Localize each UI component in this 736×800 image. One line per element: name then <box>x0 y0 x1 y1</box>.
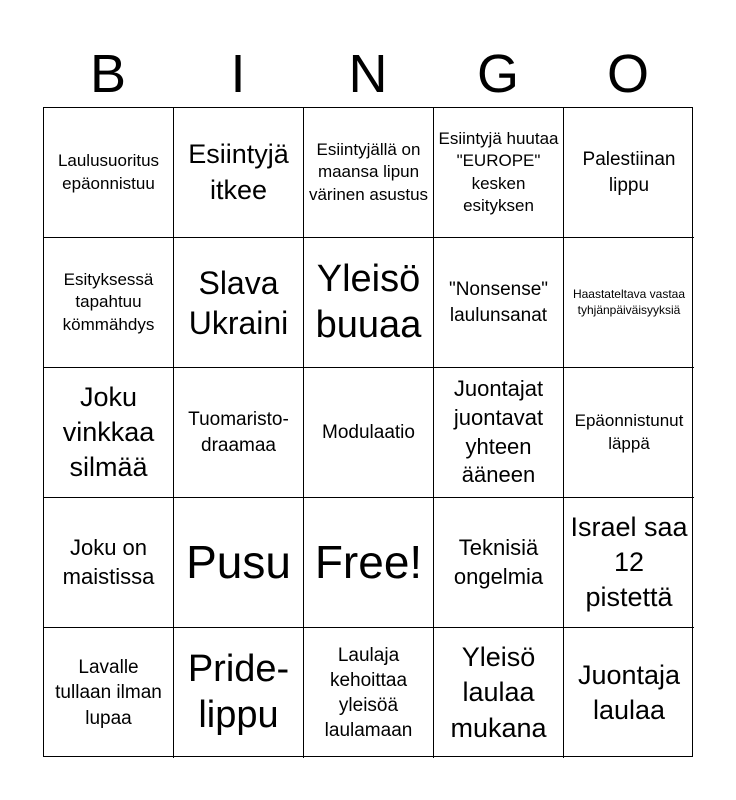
bingo-cell[interactable] <box>434 238 564 368</box>
header-letter-g: G <box>476 44 519 104</box>
bingo-cell[interactable] <box>304 498 434 628</box>
bingo-cell[interactable] <box>434 498 564 628</box>
bingo-cell[interactable] <box>44 628 174 758</box>
cell-text: Lavalle tullaan ilman lupaa <box>55 657 162 729</box>
bingo-cell[interactable] <box>434 628 564 758</box>
cell-text: Joku on maistissa <box>62 534 155 589</box>
cell-text: Free! <box>314 536 423 589</box>
cell-text: Modulaatio <box>322 421 415 443</box>
cell-text: Palestiinan lippu <box>582 149 676 196</box>
cell-text: Tuomaristo-draamaa <box>188 409 289 456</box>
cell-text: Laulusuoritus epäonnistuu <box>57 151 160 193</box>
bingo-cell[interactable] <box>44 368 174 498</box>
cell-text: Esiintyjä itkee <box>188 139 289 205</box>
cell-text: Esiintyjä huutaa "EUROPE" kesken esityksen <box>438 129 559 215</box>
bingo-cell[interactable] <box>44 238 174 368</box>
bingo-cell[interactable] <box>44 498 174 628</box>
cell-text: Israel saa 12 pistettä <box>570 511 688 613</box>
bingo-cell[interactable] <box>304 368 434 498</box>
bingo-cell[interactable] <box>564 238 694 368</box>
cell-text: Joku vinkkaa silmää <box>62 381 155 483</box>
bingo-cell[interactable] <box>434 108 564 238</box>
header-letter-i: I <box>230 44 246 104</box>
cell-text: "Nonsense" laulunsanat <box>448 279 549 326</box>
cell-text: Yleisö laulaa mukana <box>450 642 547 743</box>
bingo-board <box>43 107 693 757</box>
bingo-cell[interactable] <box>174 498 304 628</box>
bingo-header <box>43 40 693 108</box>
bingo-cell[interactable] <box>304 238 434 368</box>
header-letter-o: O <box>606 44 649 104</box>
cell-text: Slava Ukraini <box>188 264 289 341</box>
bingo-cell[interactable] <box>174 238 304 368</box>
bingo-cell[interactable] <box>434 368 564 498</box>
cell-text: Pusu <box>186 536 291 589</box>
cell-text: Laulaja kehoittaa yleisöä laulamaan <box>324 644 413 742</box>
bingo-cell[interactable] <box>564 108 694 238</box>
cell-text: Juontajat juontavat yhteen ääneen <box>453 376 544 488</box>
cell-text: Yleisö buuaa <box>315 257 422 346</box>
cell-text: Haastateltava vastaa tyhjänpäiväisyyksiä <box>572 286 686 317</box>
bingo-cell[interactable] <box>174 108 304 238</box>
bingo-cell[interactable] <box>564 628 694 758</box>
header-letter-b: B <box>89 44 127 104</box>
bingo-cell[interactable] <box>304 108 434 238</box>
bingo-cell[interactable] <box>44 108 174 238</box>
bingo-cell[interactable] <box>304 628 434 758</box>
cell-text: Esityksessä tapahtuu kömmähdys <box>62 270 155 334</box>
bingo-cell[interactable] <box>174 368 304 498</box>
bingo-cell[interactable] <box>564 368 694 498</box>
header-letter-n: N <box>348 44 388 104</box>
bingo-cell[interactable] <box>564 498 694 628</box>
cell-text: Juontaja laulaa <box>577 659 681 725</box>
cell-text: Pride-lippu <box>187 648 290 736</box>
cell-text: Epäonnistunut läppä <box>574 411 684 453</box>
bingo-cell[interactable] <box>174 628 304 758</box>
cell-text: Teknisiä ongelmia <box>453 534 544 589</box>
cell-text: Esiintyjällä on maansa lipun värinen asustus <box>308 140 429 204</box>
